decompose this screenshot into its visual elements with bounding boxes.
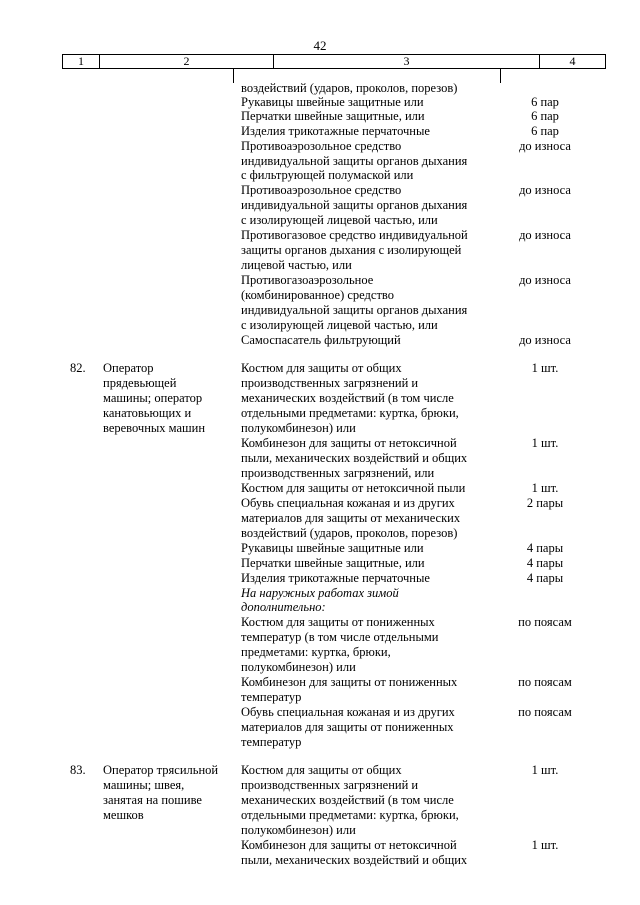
ppe-item-text: воздействий (ударов, проколов, порезов) (241, 81, 458, 95)
ppe-item-text: Противогазовое средство индивидуальной (241, 228, 468, 242)
ppe-item-text: механических воздействий (в том числе (241, 391, 454, 405)
ppe-item-text: Рукавицы швейные защитные или (241, 541, 424, 555)
ppe-item-text: Костюм для защиты от нетоксичной пыли (241, 481, 466, 495)
norm-text: до износа (519, 228, 571, 242)
norm-text: до износа (519, 273, 571, 287)
ppe-item-text: пыли, механических воздействий и общих (241, 853, 468, 867)
norm-text: 6 пар (531, 95, 559, 109)
ppe-item-text: Противоаэрозольное средство (241, 139, 402, 153)
ppe-item-text: температур (в том числе отдельными (241, 630, 439, 644)
header-col-3: 3 (274, 55, 540, 68)
header-col-1: 1 (63, 55, 100, 68)
ppe-item-text: Костюм для защиты от общих (241, 361, 402, 375)
page-number: 42 (313, 38, 327, 53)
ppe-item-text: индивидуальной защиты органов дыхания (241, 303, 468, 317)
table-header (62, 54, 606, 69)
ppe-item-text: производственных загрязнений и (241, 778, 419, 792)
ppe-item-text: Обувь специальная кожаная и из других (241, 705, 455, 719)
ppe-item-text: полукомбинезон) или (241, 660, 356, 674)
ppe-item-text: Самоспасатель фильтрующий (241, 333, 401, 347)
ppe-item-text: Изделия трикотажные перчаточные (241, 124, 430, 138)
column-divider (500, 69, 501, 83)
ppe-item-text: Рукавицы швейные защитные или (241, 95, 424, 109)
norm-text: до износа (519, 139, 571, 153)
ppe-item-text: Комбинезон для защиты от пониженных (241, 675, 458, 689)
ppe-item-text: производственных загрязнений и (241, 376, 419, 390)
ppe-item-text: Комбинезон для защиты от нетоксичной (241, 838, 457, 852)
row-number: 82. (70, 361, 86, 375)
ppe-item-text: Противоаэрозольное средство (241, 183, 402, 197)
ppe-item-text: с изолирующей лицевой частью, или (241, 318, 438, 332)
norm-text: 6 пар (531, 124, 559, 138)
norm-text: 2 пары (526, 496, 564, 510)
norm-text: 4 пары (526, 571, 564, 585)
norm-text: 1 шт. (531, 481, 559, 495)
ppe-item-text: На наружных работах зимой (241, 586, 399, 600)
occupation-text: мешков (103, 808, 144, 822)
norm-text: до износа (519, 333, 571, 347)
norm-text: 1 шт. (531, 436, 559, 450)
ppe-item-text: производственных загрязнений, или (241, 466, 435, 480)
norm-text: 1 шт. (531, 361, 559, 375)
ppe-item-text: индивидуальной защиты органов дыхания (241, 154, 468, 168)
ppe-item-text: Перчатки швейные защитные, или (241, 556, 425, 570)
ppe-item-text: Комбинезон для защиты от нетоксичной (241, 436, 457, 450)
ppe-item-text: с изолирующей лицевой частью, или (241, 213, 438, 227)
norm-text: 1 шт. (531, 838, 559, 852)
norm-text: по поясам (518, 705, 572, 719)
occupation-text: прядевьющей (103, 376, 177, 390)
ppe-item-text: пыли, механических воздействий и общих (241, 451, 468, 465)
ppe-item-text: защиты органов дыхания с изолирующей (241, 243, 462, 257)
ppe-item-text: материалов для защиты от механических (241, 511, 461, 525)
ppe-item-text: температур (241, 735, 302, 749)
norm-text: до износа (519, 183, 571, 197)
ppe-item-text: полукомбинезон) или (241, 823, 356, 837)
ppe-item-text: дополнительно: (241, 600, 326, 614)
ppe-item-text: полукомбинезон) или (241, 421, 356, 435)
header-col-2: 2 (100, 55, 274, 68)
ppe-item-text: лицевой частью, или (241, 258, 352, 272)
ppe-item-text: механических воздействий (в том числе (241, 793, 454, 807)
ppe-item-text: Изделия трикотажные перчаточные (241, 571, 430, 585)
occupation-text: Оператор (103, 361, 154, 375)
ppe-item-text: Костюм для защиты от пониженных (241, 615, 435, 629)
occupation-text: Оператор трясильной (103, 763, 219, 777)
norm-text: по поясам (518, 675, 572, 689)
header-col-4: 4 (569, 54, 576, 68)
ppe-item-text: Обувь специальная кожаная и из других (241, 496, 455, 510)
ppe-item-text: отдельными предметами: куртка, брюки, (241, 808, 459, 822)
norm-text: 4 пары (526, 556, 564, 570)
ppe-item-text: воздействий (ударов, проколов, порезов) (241, 526, 458, 540)
ppe-item-text: индивидуальной защиты органов дыхания (241, 198, 468, 212)
norm-text: 4 пары (526, 541, 564, 555)
ppe-item-text: Костюм для защиты от общих (241, 763, 402, 777)
occupation-text: занятая на пошиве (103, 793, 202, 807)
column-divider (233, 69, 234, 83)
norm-text: 1 шт. (531, 763, 559, 777)
occupation-text: машины; оператор (103, 391, 203, 405)
occupation-text: канатовьющих и (103, 406, 192, 420)
norm-text: 6 пар (531, 109, 559, 123)
row-number: 83. (70, 763, 86, 777)
ppe-item-text: (комбинированное) средство (241, 288, 394, 302)
norm-text: по поясам (518, 615, 572, 629)
ppe-item-text: Перчатки швейные защитные, или (241, 109, 425, 123)
ppe-item-text: Противогазоаэрозольное (241, 273, 374, 287)
ppe-item-text: материалов для защиты от пониженных (241, 720, 454, 734)
ppe-item-text: отдельными предметами: куртка, брюки, (241, 406, 459, 420)
occupation-text: машины; швея, (103, 778, 185, 792)
ppe-item-text: температур (241, 690, 302, 704)
ppe-item-text: с фильтрующей полумаской или (241, 168, 414, 182)
occupation-text: веревочных машин (103, 421, 206, 435)
ppe-item-text: предметами: куртка, брюки, (241, 645, 391, 659)
